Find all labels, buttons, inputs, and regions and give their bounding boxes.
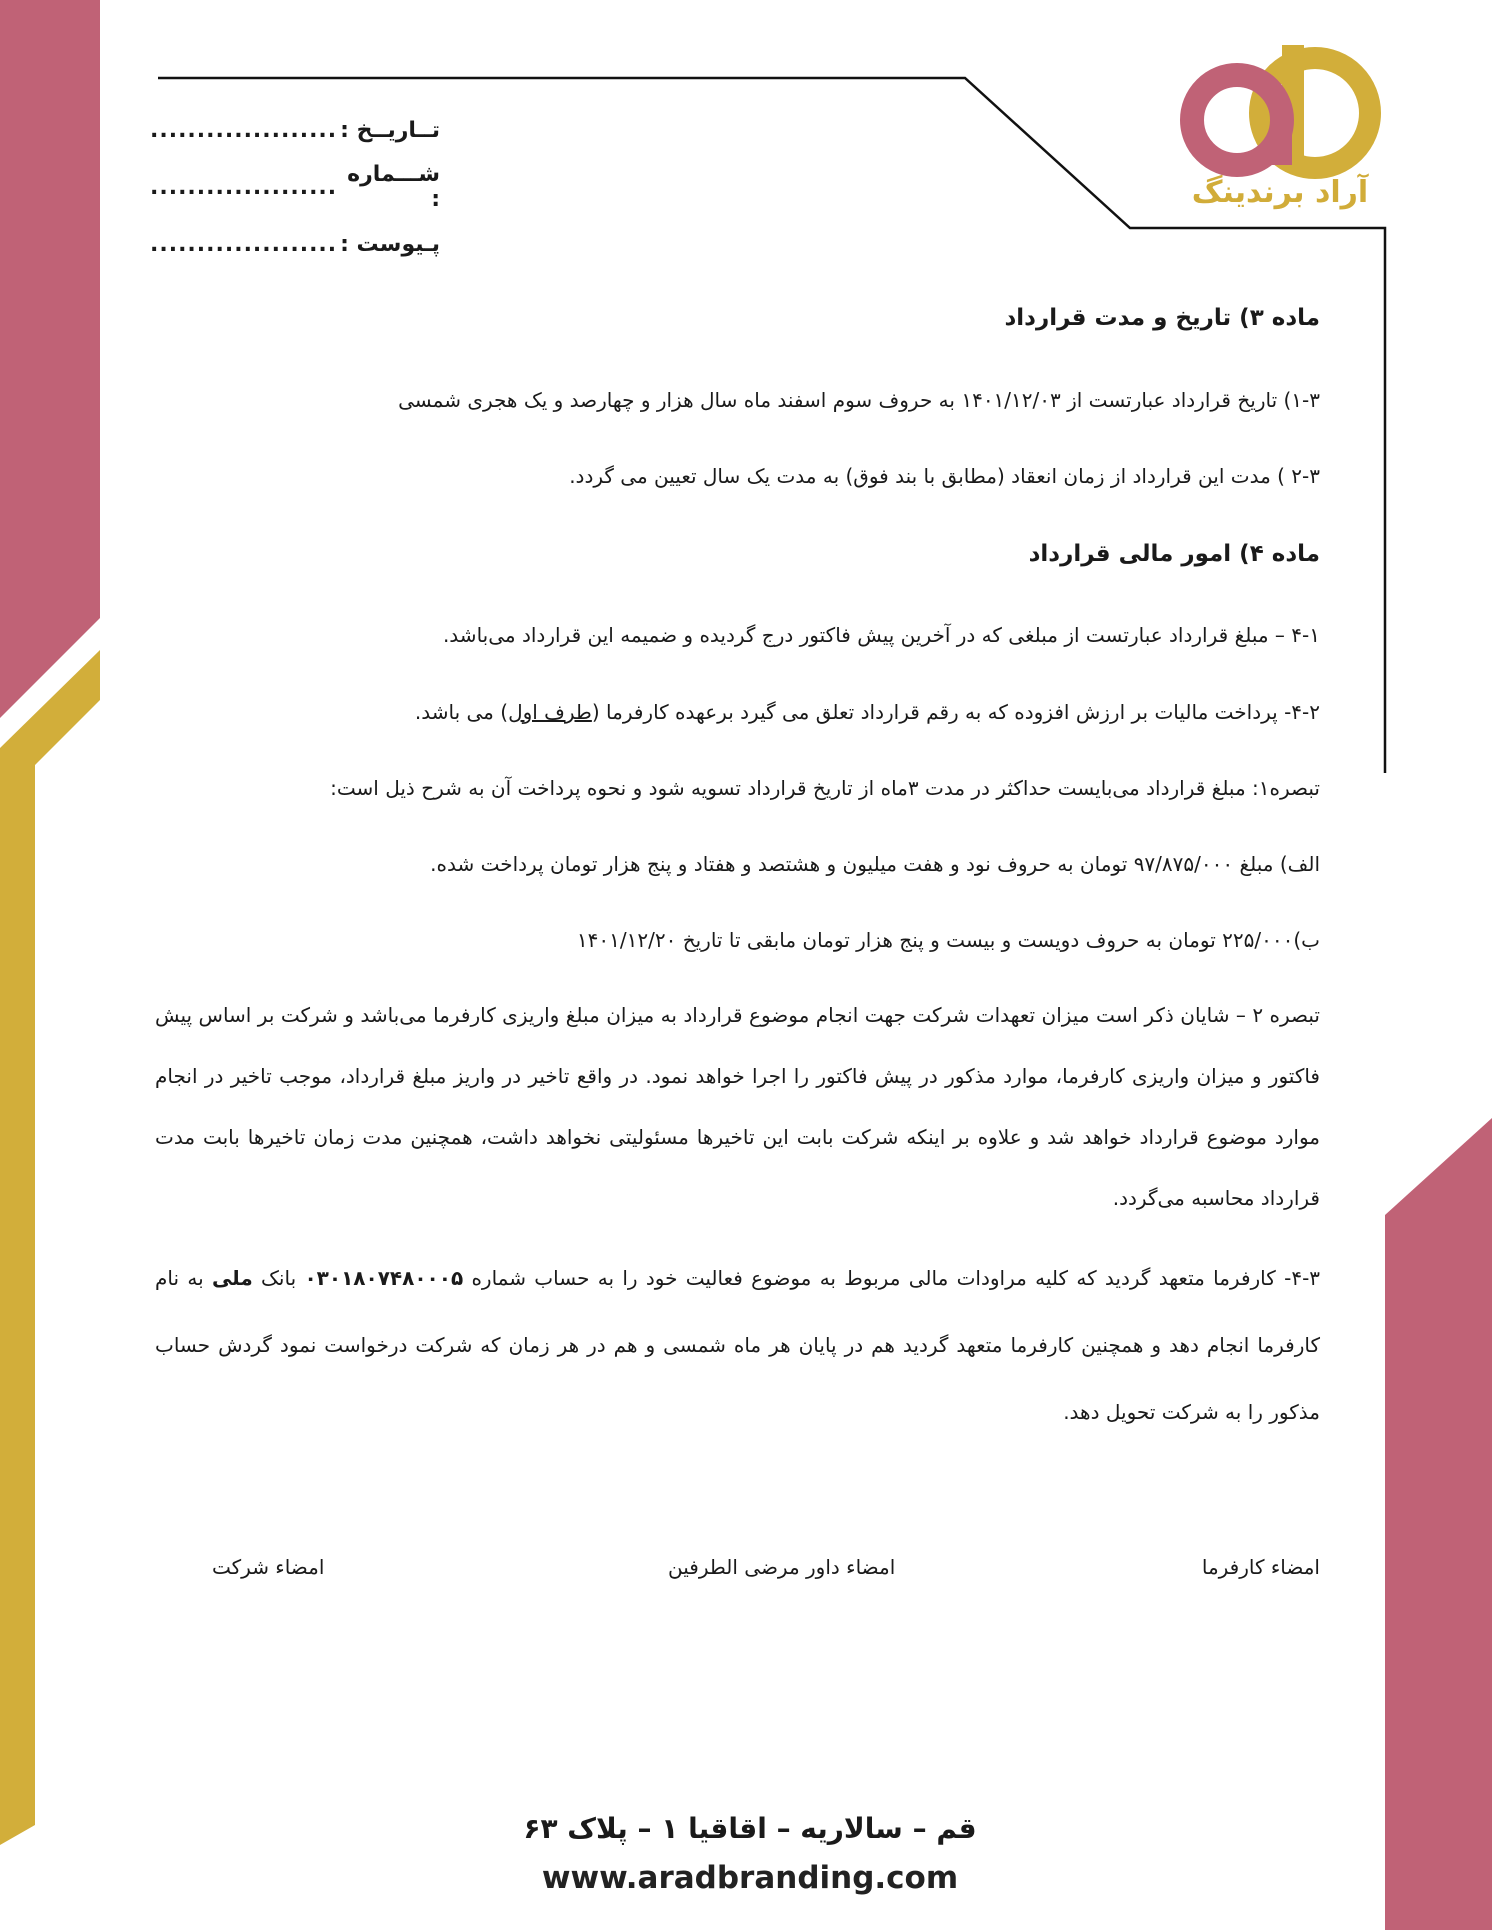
number-label: شـــماره : [347, 162, 440, 212]
article4-clause-2 [415, 697, 1320, 727]
clause-3-after: به نام کارفرما انجام دهد و همچنین کارفرما متعهد گردید هم در پایان هر ماه شمسی و هم در هر زمان که شرکت درخواست نمود گردش حساب مذکور را به شرکت تحویل دهد. [155, 1266, 1320, 1424]
article4-note-1: تبصره۱: مبلغ قرارداد می‌بایست حداکثر در مدت ۳ماه از تاریخ قرارداد تسویه شود و نحوه پرداخت آن به شرح ذیل است: [330, 776, 1320, 800]
article4-clause-3 [155, 1245, 1320, 1446]
clause-3-before: ۴-۳- کارفرما متعهد گردید که کلیه مراودات مالی مربوط به موضوع فعالیت خود را به حساب شماره [463, 1266, 1321, 1290]
article4-heading: ماده ۴) امور مالی قرارداد [1028, 541, 1320, 567]
left-gold-band [0, 650, 100, 1845]
logo-mark [1192, 45, 1370, 168]
article4-item-b: ب)۲۲۵/۰۰۰ تومان به حروف دویست و بیست و پنج هزار تومان مابقی تا تاریخ ۱۴۰۱/۱۲/۲۰ [576, 928, 1320, 952]
article4-item-a: الف) مبلغ ۹۷/۸۷۵/۰۰۰ تومان به حروف نود و هفت میلیون و هشتصد و هفتاد و پنج هزار تومان پرداخت شده. [430, 852, 1320, 876]
clause-2-after: ) می باشد. [414, 700, 509, 724]
signature-company: امضاء شرکت [212, 1555, 325, 1579]
date-label: تــاریــخ : [340, 117, 440, 143]
date-dots: .................... [150, 117, 338, 143]
signature-arbitrator: امضاء داور مرضی الطرفین [668, 1555, 896, 1579]
left-pink-band [0, 0, 100, 718]
date-field [150, 110, 440, 150]
clause-3-account: ۰۳۰۱۸۰۷۴۸۰۰۰۵ [304, 1266, 464, 1290]
article3-clause-1: ۱-۳) تاریخ قرارداد عبارتست از ۱۴۰۱/۱۲/۰۳ به حروف سوم اسفند ماه سال هزار و چهارصد و یک هجری شمسی [398, 388, 1320, 412]
right-pink-band [1385, 1118, 1492, 1930]
clause-3-bank: ملی [211, 1266, 253, 1290]
number-field [150, 162, 440, 212]
footer-url: www.aradbranding.com [541, 1860, 959, 1896]
footer-address: قم – سالاریه – اقاقیا ۱ – پلاک ۶۳ [523, 1812, 977, 1845]
clause-2-underlined: طرف اول [508, 700, 592, 724]
logo-text: آراد برندینگ [1191, 175, 1369, 210]
article3-heading: ماده ۳) تاریخ و مدت قرارداد [1004, 305, 1320, 331]
attachment-dots: .................... [150, 231, 338, 257]
attachment-label: پـیوست : [340, 231, 440, 257]
clause-3-middle: بانک [252, 1266, 305, 1290]
article4-note-2: تبصره ۲ – شایان ذکر است میزان تعهدات شرکت جهت انجام موضوع قرارداد به میزان مبلغ واریزی کارفرما می‌باشد و شرکت بر اساس پیش فاکتور و میزان واریزی کارفرما، موارد مذکور در پیش فاکتور را اجرا خواهد نمود. در واقع تاخیر در واریز مبلغ قرارداد، موجب تاخیر در انجام موارد موضوع قرارداد خواهد شد و علاوه بر اینکه شرکت بابت این تاخیرها مسئولیتی نخواهد داشت، همچنین مدت زمان تاخیرها بابت مدت قرارداد محاسبه می‌گردد. [155, 1003, 1320, 1210]
number-dots: .................... [150, 174, 338, 200]
clause-2-before: ۴-۲- پرداخت مالیات بر ارزش افزوده که به رقم قرارداد تعلق می گیرد برعهده کارفرما ( [591, 700, 1320, 724]
attachment-field [150, 224, 440, 264]
article4-clause-1: ۴-۱ – مبلغ قرارداد عبارتست از مبلغی که در آخرین پیش فاکتور درج گردیده و ضمیمه این قرارداد می‌باشد. [442, 623, 1320, 647]
signature-employer: امضاء کارفرما [1201, 1555, 1320, 1579]
article3-clause-2: ۲-۳ ) مدت این قرارداد از زمان انعقاد (مطابق با بند فوق) به مدت یک سال تعیین می گردد. [569, 464, 1320, 488]
